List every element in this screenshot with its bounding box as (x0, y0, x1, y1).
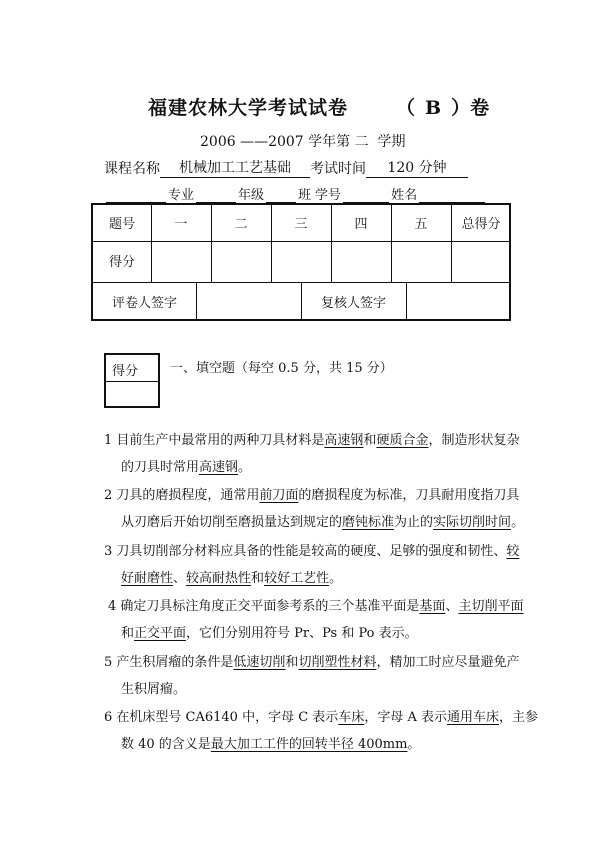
answer-blank: 高速钢 (199, 460, 239, 475)
major-blank[interactable] (106, 188, 166, 203)
answer-blank: 较高耐热性 (186, 571, 252, 586)
answer-blank: 低速切削 (233, 655, 286, 670)
answer-blank: 实际切削时间 (433, 515, 512, 530)
course-row (104, 158, 468, 178)
reviewer-signature-label: 复核人签字 (320, 296, 386, 311)
exam-time: 120 分钟 (366, 160, 468, 178)
question-3-line-2 (121, 567, 342, 591)
answer-blank: 主切削平面 (458, 599, 524, 614)
paper-type-letter: B (425, 97, 442, 119)
class-blank[interactable] (266, 188, 296, 203)
student-info-row (106, 184, 485, 203)
answer-blank: 磨钝标准 (342, 515, 395, 530)
grade-blank[interactable] (196, 188, 236, 203)
paper-type-open: （ (396, 97, 416, 119)
student-id-blank[interactable] (343, 188, 389, 203)
paper-type (396, 93, 489, 120)
section-score-divider (106, 381, 158, 382)
question-text: 3 刀具切削部分材料应具备的性能是较高的硬度、足够的强度和韧性、 (104, 544, 507, 559)
course-name: 机械加工工艺基础 (160, 160, 310, 178)
section-title: 一、填空题（每空 0.5 分，共 15 分） (170, 361, 393, 376)
row-divider (93, 241, 509, 242)
question-text: ，主参 (499, 710, 539, 725)
col-divider (406, 282, 407, 321)
major-label: 专业 (168, 188, 195, 203)
name-blank[interactable] (419, 188, 485, 203)
paper-type-close: ）卷 (451, 97, 490, 119)
header-total: 总得分 (461, 217, 501, 232)
name-label: 姓名 (391, 188, 418, 203)
section-score-box (104, 353, 160, 408)
question-text: 和 (251, 571, 265, 586)
question-5-line-1 (104, 651, 519, 675)
header-question-no: 题号 (108, 217, 135, 232)
question-2-line-1 (104, 484, 519, 508)
question-text: ，它们分别用符号 Pr、Ps 和 Po 表示。 (186, 626, 418, 641)
academic-term: 2006 ——2007 学年第 二 学期 (200, 134, 406, 150)
answer-blank: 硬质合金 (376, 433, 429, 448)
exam-title: 福建农林大学考试试卷 (148, 97, 349, 119)
question-text: 和 (121, 626, 135, 641)
question-text: 、 (445, 599, 459, 614)
question-5-line-2 (121, 678, 186, 702)
class-label: 班 (298, 188, 312, 203)
student-id-label: 学号 (315, 188, 342, 203)
grade-label: 年级 (238, 188, 265, 203)
question-text: 从刃磨后开始切削至磨损量达到规定的 (121, 515, 343, 530)
answer-blank: 前刀面 (259, 488, 299, 503)
answer-blank: 通用车床 (446, 710, 499, 725)
question-text: ，精加工时应尽量避免产 (376, 655, 520, 670)
question-4-line-1 (108, 595, 523, 619)
answer-blank: 基面 (419, 599, 446, 614)
question-text: 。 (407, 737, 421, 752)
question-4-line-2 (121, 622, 418, 646)
col-divider (196, 282, 197, 321)
score-row-label: 得分 (108, 255, 135, 270)
question-text: 、 (173, 571, 187, 586)
score-table (91, 203, 511, 321)
question-text: 6 在机床型号 CA6140 中，字母 C 表示 (104, 710, 339, 725)
question-text: 4 确定刀具标注角度正交平面参考系的三个基准平面是 (108, 599, 420, 614)
section-score-label: 得分 (112, 364, 139, 379)
question-text: 1 目前生产中最常用的两种刀具材料是 (104, 433, 325, 448)
question-6-line-2 (121, 733, 420, 757)
answer-blank: 切削塑性材料 (298, 655, 377, 670)
header-q1: 一 (174, 217, 188, 232)
question-text: ，字母 A 表示 (364, 710, 447, 725)
answer-blank: 较 (506, 544, 520, 559)
question-text: 2 刀具的磨损程度，通常用 (104, 488, 260, 503)
question-text: 和 (363, 433, 377, 448)
question-text: 。 (238, 460, 252, 475)
answer-blank: 好耐磨性 (121, 571, 174, 586)
grader-signature-label: 评卷人签字 (111, 296, 177, 311)
question-text: 为止的 (394, 515, 434, 530)
answer-blank: 最大加工工件的回转半径 400mm (210, 737, 408, 752)
exam-time-label: 考试时间 (310, 161, 366, 177)
question-text: 生积屑瘤。 (121, 682, 187, 697)
question-1-line-1 (104, 429, 519, 453)
header-q2: 二 (234, 217, 248, 232)
header-q3: 三 (294, 217, 308, 232)
question-text: 数 40 的含义是 (121, 737, 211, 752)
header-q4: 四 (354, 217, 368, 232)
question-6-line-1 (104, 706, 538, 730)
question-1-line-2 (121, 456, 251, 480)
question-text: 5 产生积屑瘤的条件是 (104, 655, 234, 670)
answer-blank: 车床 (338, 710, 365, 725)
question-text: 和 (285, 655, 299, 670)
answer-blank: 正交平面 (134, 626, 187, 641)
question-2-line-2 (121, 511, 524, 535)
question-text: 。 (329, 571, 343, 586)
question-text: ，制造形状复杂 (428, 433, 520, 448)
header-q5: 五 (414, 217, 428, 232)
question-text: 的磨损程度为标准，刀具耐用度指刀具 (298, 488, 520, 503)
answer-blank: 较好工艺性 (264, 571, 330, 586)
question-text: 。 (511, 515, 525, 530)
answer-blank: 高速钢 (324, 433, 364, 448)
course-label: 课程名称 (104, 161, 160, 177)
question-3-line-1 (104, 540, 519, 564)
question-text: 的刀具时常用 (121, 460, 200, 475)
